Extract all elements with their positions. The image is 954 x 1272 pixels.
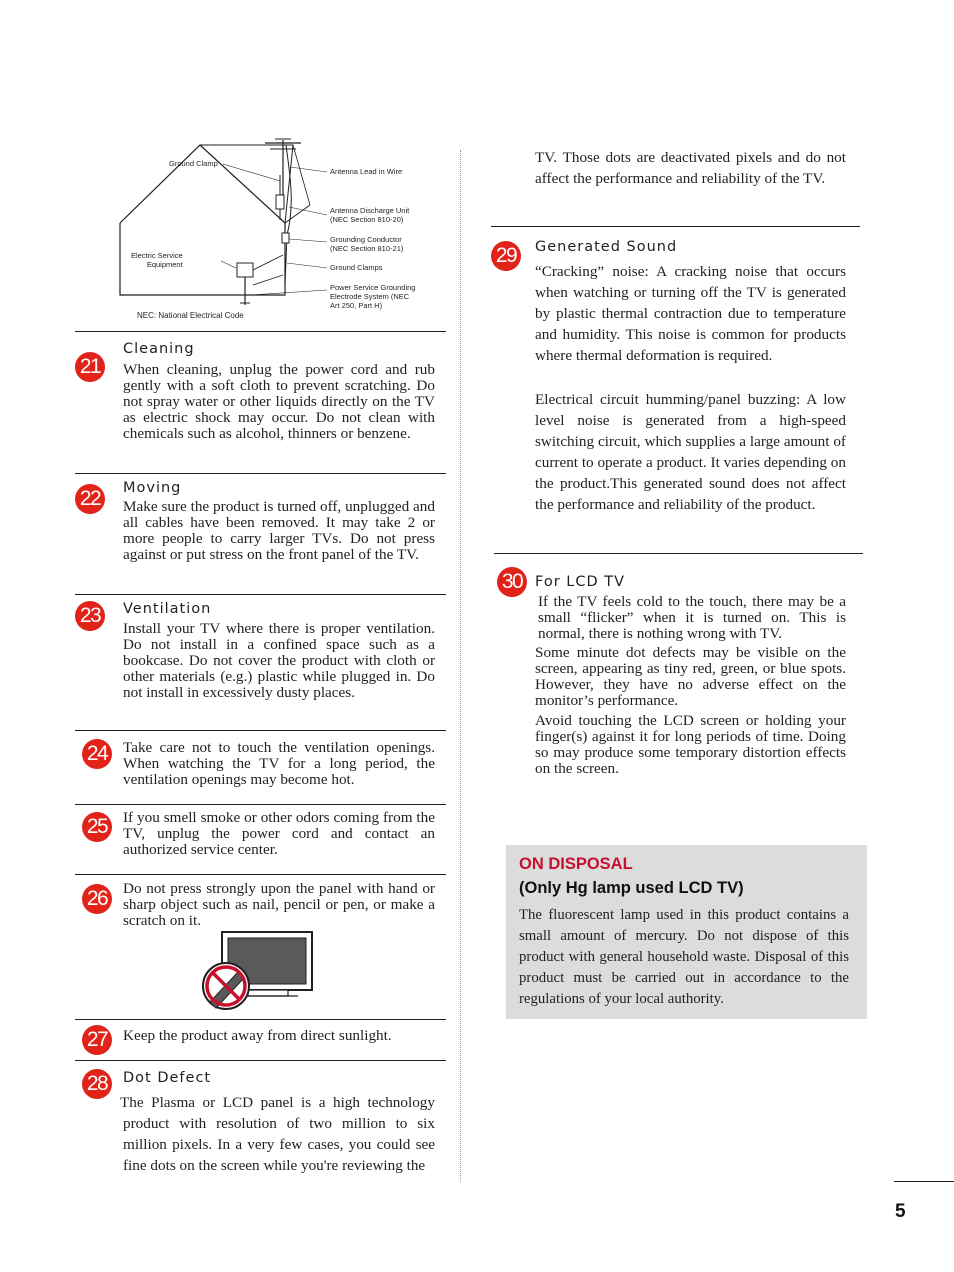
section-number-badge: 21 [75, 352, 105, 382]
section-title-lcd-tv: For LCD TV [535, 574, 626, 590]
label-power-grounding-line3: Art 250, Part H) [330, 301, 383, 310]
disposal-notice-box [506, 845, 867, 1019]
label-electric-service-line2: Equipment [146, 260, 183, 269]
label-power-grounding [330, 283, 415, 310]
section-number-badge: 23 [75, 601, 105, 631]
divider-line [491, 226, 860, 227]
section-number-badge: 29 [491, 241, 521, 271]
label-discharge-unit-line1: Antenna Discharge Unit [330, 206, 410, 215]
section-number-badge: 26 [82, 884, 112, 914]
disposal-subtitle: (Only Hg lamp used LCD TV) [519, 879, 744, 897]
divider-line [75, 804, 446, 805]
divider-line [75, 874, 446, 875]
section-body-lcd-dot-defects: Some minute dot defects may be visible on the screen, appearing as tiny red, green, or blue spots. However, they have no adverse effect on the monitor’s performance. [535, 644, 846, 709]
label-antenna-lead: Antenna Lead in Wire [330, 167, 403, 176]
section-title-generated-sound: Generated Sound [535, 239, 678, 255]
section-body-panel-pressure: Do not press strongly upon the panel with hand or sharp object such as nail, pencil or pen, or make a scratch on it. [123, 880, 435, 929]
section-body-humming: Electrical circuit humming/panel buzzing: A low level noise is generated from a high-speed switching circuit, which supplies a large amount of current to operate a product. It varies depending on the product.This generated sound does not affect the performance and reliability of the product. [535, 391, 846, 513]
label-ground-clamp: Ground Clamp [169, 159, 218, 168]
section-body-cracking-noise: “Cracking” noise: A cracking noise that occurs when watching or turning off the TV is generated by plastic thermal contraction due to temperature and humidity. This noise is common for products where thermal deformation is required. [535, 263, 846, 364]
tv-prohibited-icon [198, 928, 318, 1014]
disposal-body: The fluorescent lamp used in this product contains a small amount of mercury. Do not dispose of this product with general household waste. Disposal of this product must be carried out in accordance to the regulations of your local authority. [519, 907, 849, 1007]
section-body-lcd-flicker: If the TV feels cold to the touch, there may be a small “flicker” when it is turned on. This is normal, there is nothing wrong with TV. [538, 593, 846, 642]
column-separator [460, 150, 461, 1182]
label-power-grounding-line1: Power Service Grounding [330, 283, 416, 292]
divider-line [494, 553, 863, 554]
antenna-grounding-diagram [115, 135, 455, 325]
divider-line [75, 1060, 446, 1061]
section-title-moving: Moving [123, 480, 182, 496]
label-discharge-unit-line2: (NEC Section 810-20) [330, 215, 404, 224]
section-body-lcd-touching: Avoid touching the LCD screen or holding your finger(s) against it for long periods of time. Doing so may produce some temporary distortion effects on the screen. [535, 712, 846, 777]
divider-line [75, 730, 446, 731]
label-nec-note: NEC: National Electrical Code [137, 311, 244, 320]
divider-line [75, 1019, 446, 1020]
label-electric-service [131, 251, 183, 269]
section-number-badge: 30 [497, 567, 527, 597]
page-number-rule [894, 1181, 954, 1182]
label-ground-clamps: Ground Clamps [330, 263, 383, 272]
divider-line [75, 473, 446, 474]
section-body-smoke: If you smell smoke or other odors coming from the TV, unplug the power cord and contact an authorized service center. [123, 809, 435, 858]
section-title-ventilation: Ventilation [123, 601, 212, 617]
disposal-title: ON DISPOSAL [519, 855, 633, 873]
section-title-dot-defect: Dot Defect [123, 1070, 212, 1086]
label-power-grounding-line2: Electrode System (NEC [330, 292, 410, 301]
section-number-badge: 28 [82, 1069, 112, 1099]
section-body-ventilation: Install your TV where there is proper ventilation. Do not install in a confined space such as a bookcase. Do not cover the product with cloth or other materials (e.g.) plastic while plugged in. Do not install in excessively dusty places. [123, 620, 435, 701]
section-body-dot-defect: The Plasma or LCD panel is a high technology product with resolution of two million to six million pixels. In a very few cases, you could see fine dots on the screen while you're reviewing the [120, 1094, 435, 1174]
no-sharp-object-illustration [198, 928, 318, 1014]
label-grounding-conductor-line1: Grounding Conductor [330, 235, 402, 244]
divider-line [75, 594, 446, 595]
section-number-badge: 24 [82, 739, 112, 769]
section-body-dot-defect-continued: TV. Those dots are deactivated pixels and do not affect the performance and reliability of the TV. [535, 149, 846, 187]
section-title-cleaning: Cleaning [123, 341, 195, 357]
page-number: 5 [895, 1201, 906, 1222]
section-body-moving: Make sure the product is turned off, unplugged and all cables have been removed. It may take 2 or more people to carry larger TVs. Do not press against or put stress on the front panel of the TV. [123, 498, 435, 563]
label-grounding-conductor-line2: (NEC Section 810-21) [330, 244, 404, 253]
section-body-sunlight: Keep the product away from direct sunlight. [123, 1027, 392, 1044]
section-body-ventilation-openings: Take care not to touch the ventilation openings. When watching the TV for a long period, the ventilation openings may become hot. [123, 739, 435, 788]
label-discharge-unit [330, 206, 409, 224]
section-number-badge: 22 [75, 484, 105, 514]
section-number-badge: 25 [82, 812, 112, 842]
divider-line [75, 331, 446, 332]
label-grounding-conductor [330, 235, 403, 253]
section-number-badge: 27 [82, 1025, 112, 1055]
label-electric-service-line1: Electric Service [131, 251, 183, 260]
section-body-cleaning: When cleaning, unplug the power cord and rub gently with a soft cloth to prevent scratching. Do not spray water or other liquids directly on the TV as electric shock may occur. Do not clean with chemicals such as alcohol, thinners or benzene. [123, 361, 435, 442]
